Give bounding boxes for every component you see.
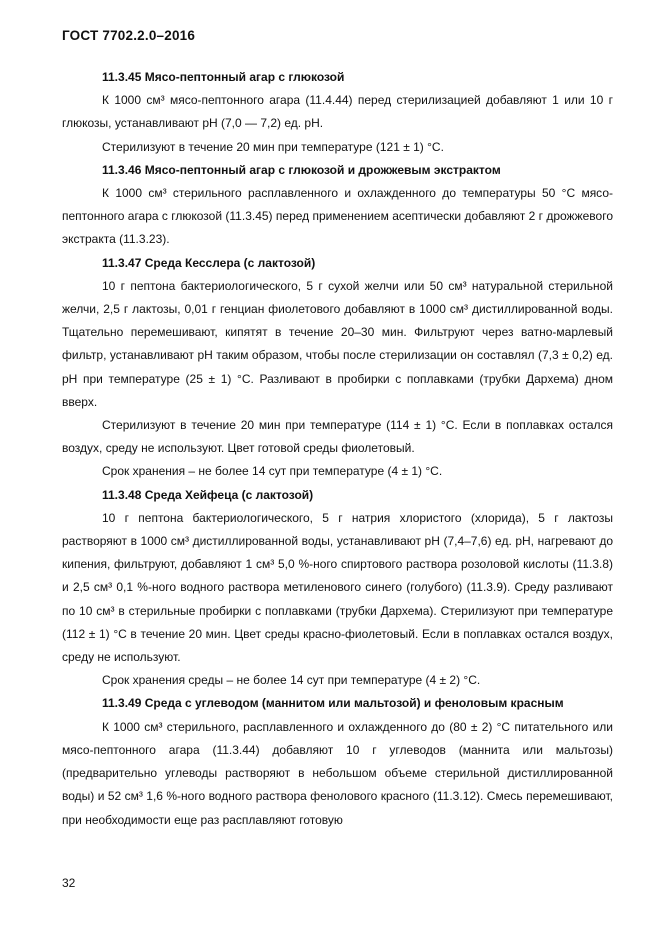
body-paragraph: Стерилизуют в течение 20 мин при температуре (121 ± 1) °С. [102, 139, 444, 154]
section-heading: 11.3.48 Среда Хейфеца (с лактозой) [102, 487, 314, 502]
document-body [62, 66, 613, 832]
body-paragraph: 10 г пептона бактериологического, 5 г натрия хлористого (хлорида), 5 г лактозы растворяют в 1000 см³ дистиллированной воды, устанавливают pH (7,4–7,6) ед. pH, нагревают до кипения, фильтруют, добавляют 1 см³ 5,0 %-ного спиртового раствора розоловой кислоты (11.3.8) и 2,5 см³ 0,1 %-ного водного раствора метиленового синего (голубого) (11.3.9). Среду разливают по 10 см³ в стерильные пробирки с поплавками (трубки Дархема). Стерилизуют при температуре (112 ± 1) °С в течение 20 мин. Цвет среды красно-фиолетовый. Если в поплавках остался воздух, среду не используют. [62, 510, 613, 665]
body-paragraph: Срок хранения – не более 14 сут при температуре (4 ± 1) °С. [102, 464, 443, 479]
section-heading: 11.3.45 Мясо-пептонный агар с глюкозой [102, 70, 345, 84]
document-header: ГОСТ 7702.2.0–2016 [62, 28, 196, 43]
section-heading: 11.3.47 Среда Кесслера (с лактозой) [102, 255, 316, 270]
page-number: 32 [62, 876, 76, 890]
body-paragraph: К 1000 см³ стерильного расплавленного и охлажденного до температуры 50 °С мясо-пептонного агара с глюкозой (11.3.45) перед применением асептически добавляют 2 г дрожжевого экстракта (11.3.23). [62, 186, 613, 247]
body-paragraph: Срок хранения среды – не более 14 сут при температуре (4 ± 2) °С. [102, 673, 481, 688]
section-heading: 11.3.49 Среда с углеводом (маннитом или мальтозой) и феноловым красным [102, 696, 564, 711]
section-heading: 11.3.46 Мясо-пептонный агар с глюкозой и дрожжевым экстрактом [102, 162, 501, 177]
body-paragraph: 10 г пептона бактериологического, 5 г сухой желчи или 50 см³ натуральной стерильной желчи, 2,5 г лактозы, 0,01 г генциан фиолетового добавляют в 1000 см³ дистиллированной воды. Тщательно перемешивают, кипятят в течение 20–30 мин. Фильтруют через ватно-марлевый фильтр, устанавливают pH таким образом, чтобы после стерилизации он составлял (7,3 ± 0,2) ед. pH при температуре (25 ± 1) °С. Разливают в пробирки с поплавками (трубки Дархема) дном вверх. [62, 278, 613, 409]
body-paragraph: К 1000 см³ стерильного, расплавленного и охлажденного до (80 ± 2) °С питательного или мясо-пептонного агара (11.3.44) добавляют 10 г углеводов (маннита или мальтозы) (предварительно углеводы растворяют в небольшом объеме стерильной дистиллированной воды) и 52 см³ 1,6 %-ного водного раствора фенолового красного (11.3.12). Смесь перемешивают, при необходимости еще раз расплавляют готовую [62, 719, 613, 827]
body-paragraph: К 1000 см³ мясо-пептонного агара (11.4.44) перед стерилизацией добавляют 1 или 10 г глюкозы, устанавливают pH (7,0 — 7,2) ед. pH. [62, 93, 613, 131]
body-paragraph: Стерилизуют в течение 20 мин при температуре (114 ± 1) °С. Если в поплавках остался воздух, среду не используют. Цвет готовой среды фиолетовый. [62, 418, 613, 456]
